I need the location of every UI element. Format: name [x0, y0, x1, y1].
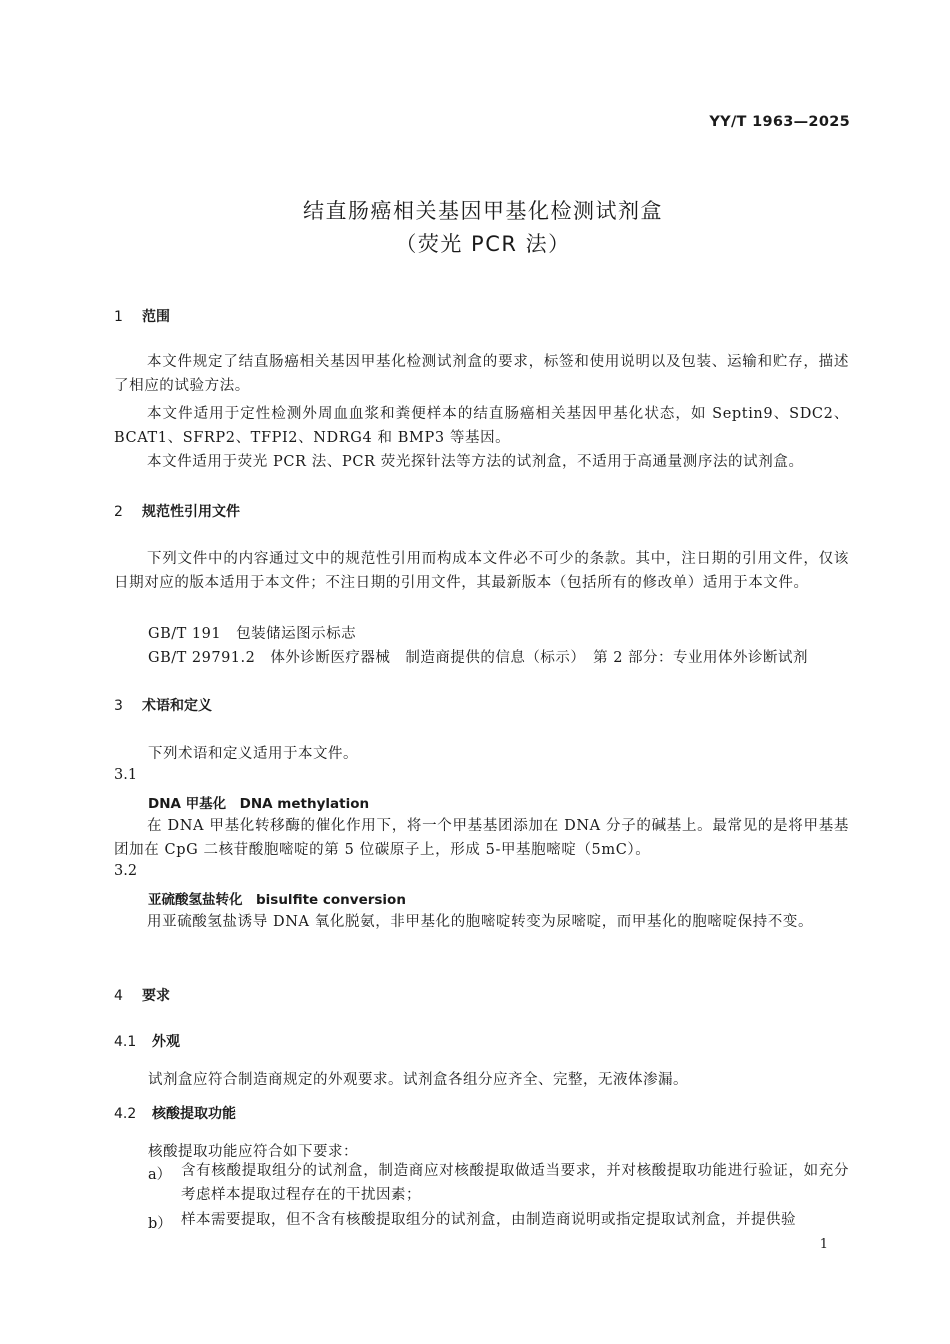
section-4-heading	[114, 985, 170, 1005]
section-title: 要求	[142, 988, 170, 1004]
subsection-number: 4.2	[114, 1106, 137, 1122]
list-item-label: b）	[148, 1216, 172, 1232]
section-2-heading	[114, 501, 240, 521]
section-title: 规范性引用文件	[142, 504, 240, 520]
paragraph: 本文件规定了结直肠癌相关基因甲基化检测试剂盒的要求，标签和使用说明以及包装、运输和贮存，描述了相应的试验方法。	[114, 354, 849, 394]
subsection-title: 核酸提取功能	[152, 1106, 236, 1122]
paragraph: 下列文件中的内容通过文中的规范性引用而构成本文件必不可少的条款。其中，注日期的引用文件，仅该日期对应的版本适用于本文件；不注日期的引用文件，其最新版本（包括所有的修改单）适用于本文件。	[114, 551, 849, 591]
section-1-heading	[114, 306, 170, 326]
section-number: 1	[114, 309, 123, 325]
section-number: 3	[114, 698, 123, 714]
paragraph: 下列术语和定义适用于本文件。	[148, 746, 358, 762]
section-3-heading	[114, 695, 212, 715]
paragraph: 本文件适用于荧光 PCR 法、PCR 荧光探针法等方法的试剂盒，不适用于高通量测序法的试剂盒。	[147, 454, 804, 470]
term-title: DNA 甲基化 DNA methylation	[148, 796, 370, 812]
reference-item: GB/T 191 包装储运图示标志	[148, 626, 357, 642]
list-item: 样本需要提取，但不含有核酸提取组分的试剂盒，由制造商说明或指定提取试剂盒，并提供验	[181, 1212, 796, 1228]
subsection-number: 4.1	[114, 1034, 137, 1050]
page-number: 1	[819, 1237, 828, 1252]
term-number: 3.2	[114, 863, 138, 879]
paragraph: 核酸提取功能应符合如下要求：	[148, 1144, 358, 1160]
section-title: 术语和定义	[142, 698, 212, 714]
subsection-4-2-heading	[114, 1103, 236, 1123]
standard-number: YY/T 1963—2025	[709, 114, 850, 130]
list-item-label: a）	[148, 1167, 172, 1183]
subsection-4-1-heading	[114, 1031, 180, 1051]
document-subtitle: （荧光 PCR 法）	[395, 232, 571, 256]
subsection-title: 外观	[152, 1034, 180, 1050]
term-definition: 在 DNA 甲基化转移酶的催化作用下，将一个甲基基团添加在 DNA 分子的碱基上。最常见的是将甲基基团加在 CpG 二核苷酸胞嘧啶的第 5 位碳原子上，形成 5-甲基胞嘧啶（5mC）。	[114, 818, 849, 858]
reference-item: GB/T 29791.2 体外诊断医疗器械 制造商提供的信息（标示） 第 2 部分：专业用体外诊断试剂	[148, 650, 809, 666]
document-title: 结直肠癌相关基因甲基化检测试剂盒	[303, 199, 663, 223]
term-definition: 用亚硫酸氢盐诱导 DNA 氧化脱氨，非甲基化的胞嘧啶转变为尿嘧啶，而甲基化的胞嘧啶保持不变。	[147, 914, 814, 930]
term-number: 3.1	[114, 767, 138, 783]
paragraph: 本文件适用于定性检测外周血血浆和粪便样本的结直肠癌相关基因甲基化状态，如 Septin9、SDC2、BCAT1、SFRP2、TFPI2、NDRG4 和 BMP3 等基因。	[114, 406, 849, 446]
section-title: 范围	[142, 309, 170, 325]
list-item: 含有核酸提取组分的试剂盒，制造商应对核酸提取做适当要求，并对核酸提取功能进行验证，如充分考虑样本提取过程存在的干扰因素；	[181, 1163, 849, 1203]
section-number: 2	[114, 504, 123, 520]
paragraph: 试剂盒应符合制造商规定的外观要求。试剂盒各组分应齐全、完整，无液体渗漏。	[148, 1072, 688, 1088]
term-title: 亚硫酸氢盐转化 bisulfite conversion	[148, 892, 406, 908]
section-number: 4	[114, 988, 123, 1004]
